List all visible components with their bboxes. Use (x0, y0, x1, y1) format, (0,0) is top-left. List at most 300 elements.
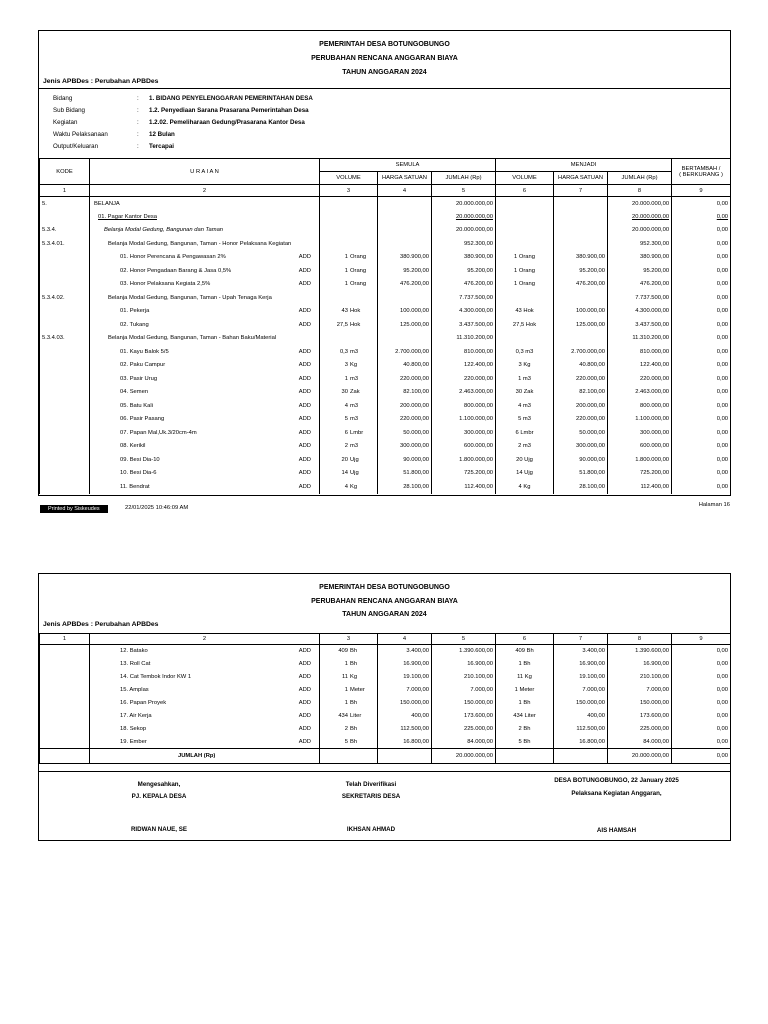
uraian-text: 01. Pagar Kantor Desa (98, 213, 157, 220)
col-num: 8 (608, 634, 672, 645)
cell-uraian (90, 453, 320, 467)
cell-jumlah-menjadi: 95.200,00 (608, 264, 672, 278)
volume-unit: Bh (350, 738, 358, 745)
cell-selisih: 0,00 (672, 440, 731, 454)
volume-qty: 409 (338, 648, 348, 655)
item-number: 16. (120, 700, 129, 706)
cell-volume-semula (320, 671, 378, 684)
cell-uraian (90, 671, 320, 684)
cell-harga-menjadi: 40.800,00 (554, 359, 608, 373)
cell-jumlah-semula: 1.100.000,00 (432, 413, 496, 427)
table-row (40, 345, 731, 359)
table-row (40, 210, 731, 224)
source-tag: ADD (298, 429, 311, 436)
cell-harga-menjadi: 150.000,00 (554, 697, 608, 710)
cell-volume-semula (320, 440, 378, 454)
volume-qty: 4 (344, 402, 348, 409)
item-name: Batako (129, 648, 148, 655)
cell-volume-semula (320, 684, 378, 697)
volume-unit: Ujg (350, 456, 359, 463)
source-tag: ADD (298, 348, 311, 355)
col-num: 3 (320, 185, 378, 197)
volume-qty: 2 (344, 726, 348, 732)
col-harga: HARGA SATUAN (378, 172, 432, 185)
col-num: 6 (496, 634, 554, 645)
volume-qty: 1 (344, 661, 348, 667)
volume-unit: Ujg (350, 470, 359, 477)
cell-jumlah-menjadi (608, 197, 672, 211)
cell-jumlah-semula (432, 224, 496, 238)
info-value: 1.2. Penyediaan Sarana Prasarana Pemerintahan Desa (149, 107, 309, 114)
cell-volume-menjadi (496, 210, 554, 224)
cell-jumlah-menjadi (608, 237, 672, 251)
item-name: Sekop (129, 726, 147, 732)
source-tag: ADD (298, 443, 311, 450)
cell-volume-menjadi: 409 Bh (496, 645, 554, 658)
volume-qty: 3 (344, 362, 348, 369)
source-tag: ADD (298, 648, 311, 655)
col-num: 1 (40, 185, 90, 197)
cell-harga-semula (378, 224, 432, 238)
cell-selisih: 0,00 (672, 278, 731, 292)
uraian-text: Belanja Modal Gedung, Bangunan, Taman - Bahan Baku/Material (108, 335, 277, 342)
cell-harga-semula: 476.200,00 (378, 278, 432, 292)
table-row (40, 467, 731, 481)
item-number: 17. (120, 713, 129, 719)
cell-selisih: 0,00 (672, 710, 731, 723)
cell-volume-semula (320, 278, 378, 292)
volume-qty: 1 (344, 687, 348, 693)
cell-kode (40, 710, 90, 723)
cell-uraian (90, 278, 320, 292)
volume-qty: 6 (344, 429, 348, 436)
volume-unit: Bh (350, 726, 358, 732)
volume-qty: 20 (341, 456, 348, 463)
volume-qty: 30 (341, 389, 348, 396)
cell-harga-semula: 125.000,00 (378, 318, 432, 332)
cell-harga-semula: 220.000,00 (378, 372, 432, 386)
cell-kode (40, 251, 90, 265)
amount: 20.000.000,00 (631, 200, 670, 207)
cell-jumlah-menjadi: 220.000,00 (608, 372, 672, 386)
cell-jumlah-menjadi (608, 332, 672, 346)
cell-harga-menjadi: 95.200,00 (554, 264, 608, 278)
source-tag: ADD (298, 362, 311, 369)
volume-unit: Orang (350, 254, 367, 261)
divider (39, 88, 730, 89)
cell-volume-menjadi: 14 Ujg (496, 467, 554, 481)
cell-harga-semula: 3.400,00 (378, 645, 432, 658)
cell-volume-semula (320, 210, 378, 224)
cell-harga-menjadi: 7.000,00 (554, 684, 608, 697)
info-label: Kegiatan (53, 119, 78, 126)
cell-volume-menjadi: 1 Orang (496, 278, 554, 292)
divider (39, 771, 730, 772)
table-row (40, 736, 731, 749)
item-number: 04. (120, 389, 129, 396)
gov-title: PEMERINTAH DESA BOTUNGOBUNGO (319, 584, 450, 591)
col-bertambah-line2: ( BERKURANG ) (679, 171, 723, 178)
item-name: Pasir Pasang (129, 416, 165, 423)
amount: 0,00 (716, 227, 729, 234)
cell-harga-menjadi: 3.400,00 (554, 645, 608, 658)
report-title: PERUBAHAN RENCANA ANGGARAN BIAYA (311, 598, 458, 605)
item-number: 15. (120, 687, 129, 693)
cell-jumlah-menjadi: 4.300.000,00 (608, 305, 672, 319)
volume-qty: 1 (344, 375, 348, 382)
info-label: Sub Bidang (53, 107, 85, 114)
volume-unit: Kg (350, 483, 358, 490)
cell-kode (40, 736, 90, 749)
cell-jumlah-menjadi: 122.400,00 (608, 359, 672, 373)
item-number: 11. (120, 483, 128, 490)
cell-selisih: 0,00 (672, 736, 731, 749)
cell-uraian (90, 658, 320, 671)
item-name: Papan Proyek (129, 700, 167, 706)
jenis-apbdes: Jenis APBDes : Perubahan APBDes (43, 78, 159, 85)
volume-unit: Meter (350, 687, 365, 693)
sig-right-name: AIS HAMSAH (596, 827, 637, 834)
table-row (40, 399, 731, 413)
cell-uraian (90, 736, 320, 749)
cell-selisih: 0,00 (672, 413, 731, 427)
cell-harga-menjadi: 380.900,00 (554, 251, 608, 265)
cell-jumlah-semula: 4.300.000,00 (432, 305, 496, 319)
cell-jumlah-menjadi: 210.100,00 (608, 671, 672, 684)
cell-uraian (90, 710, 320, 723)
volume-unit: m3 (350, 348, 359, 355)
cell-jumlah-menjadi: 300.000,00 (608, 426, 672, 440)
cell-selisih: 0,00 (672, 645, 731, 658)
cell-jumlah-semula: 3.437.500,00 (432, 318, 496, 332)
cell-harga-menjadi (554, 224, 608, 238)
amount: 0,00 (716, 294, 729, 301)
cell-volume-semula (320, 264, 378, 278)
cell-uraian (90, 413, 320, 427)
cell-volume-semula (320, 251, 378, 265)
total-menjadi: 20.000.000,00 (608, 749, 672, 764)
col-num: 9 (672, 185, 731, 197)
col-num: 6 (496, 185, 554, 197)
source-tag: ADD (298, 254, 311, 261)
cell-volume-menjadi: 2 m3 (496, 440, 554, 454)
cell-jumlah-semula: 1.390.600,00 (432, 645, 496, 658)
cell-uraian (90, 440, 320, 454)
cell-volume-semula (320, 736, 378, 749)
source-tag: ADD (298, 281, 311, 288)
info-label: Output/Keluaran (53, 143, 99, 150)
volume-qty: 4 (344, 483, 348, 490)
table-row (40, 645, 731, 658)
col-number-row (40, 634, 731, 645)
cell-harga-semula: 300.000,00 (378, 440, 432, 454)
table-row (40, 264, 731, 278)
cell-volume-semula (320, 399, 378, 413)
cell-volume-semula (320, 658, 378, 671)
cell-selisih: 0,00 (672, 658, 731, 671)
cell-uraian (90, 723, 320, 736)
table-row (40, 251, 731, 265)
item-name: Tukang (129, 321, 149, 328)
cell-kode (40, 264, 90, 278)
fiscal-year: TAHUN ANGGARAN 2024 (342, 611, 427, 618)
cell-harga-menjadi (554, 210, 608, 224)
col-num: 3 (320, 634, 378, 645)
volume-qty: 27,5 (336, 321, 348, 328)
item-name: Kerikil (129, 443, 146, 450)
item-number: 02. (120, 267, 129, 274)
cell-uraian (90, 210, 320, 224)
cell-harga-menjadi: 50.000,00 (554, 426, 608, 440)
cell-jumlah-menjadi (608, 224, 672, 238)
table-row (40, 684, 731, 697)
cell-kode (40, 386, 90, 400)
cell-jumlah-semula: 173.600,00 (432, 710, 496, 723)
cell-harga-semula: 380.900,00 (378, 251, 432, 265)
cell-harga-semula: 16.800,00 (378, 736, 432, 749)
cell-jumlah-semula: 476.200,00 (432, 278, 496, 292)
cell-volume-menjadi: 5 m3 (496, 413, 554, 427)
source-tag: ADD (298, 402, 311, 409)
table-row (40, 359, 731, 373)
item-name: Papan Mal,Uk.3/20cm-4m (129, 429, 197, 436)
cell-selisih: 0,00 (672, 264, 731, 278)
cell-jumlah-semula (432, 210, 496, 224)
cell-jumlah-semula: 122.400,00 (432, 359, 496, 373)
item-name: Air Kerja (129, 713, 152, 719)
jenis-apbdes: Jenis APBDes : Perubahan APBDes (43, 621, 159, 628)
cell-jumlah-menjadi (608, 210, 672, 224)
col-kode: KODE (40, 159, 90, 185)
table-row (40, 386, 731, 400)
cell-harga-menjadi: 125.000,00 (554, 318, 608, 332)
cell-kode (40, 671, 90, 684)
cell-kode (40, 723, 90, 736)
cell-harga-semula: 40.800,00 (378, 359, 432, 373)
col-jumlah: JUMLAH (Rp) (432, 172, 496, 185)
cell-jumlah-semula: 112.400,00 (432, 480, 496, 494)
cell-uraian (90, 697, 320, 710)
cell-harga-semula: 90.000,00 (378, 453, 432, 467)
table-row (40, 697, 731, 710)
cell-volume-menjadi: 43 Hok (496, 305, 554, 319)
cell-jumlah-menjadi: 476.200,00 (608, 278, 672, 292)
volume-unit: Lmbr (350, 429, 364, 436)
cell-selisih: 0,00 (672, 345, 731, 359)
cell-kode (40, 697, 90, 710)
cell-harga-semula: 50.000,00 (378, 426, 432, 440)
cell-kode (40, 359, 90, 373)
cell-volume-semula (320, 318, 378, 332)
col-num: 2 (90, 634, 320, 645)
cell-selisih: 0,00 (672, 671, 731, 684)
source-tag: ADD (298, 700, 311, 706)
uraian-text: Belanja Modal Gedung, Bangunan, Taman - Upah Tenaga Kerja (108, 294, 272, 301)
item-number: 02. (120, 321, 129, 328)
item-number: 08. (120, 443, 129, 450)
cell-kode (40, 684, 90, 697)
col-num: 5 (432, 185, 496, 197)
cell-jumlah-semula: 2.463.000,00 (432, 386, 496, 400)
cell-harga-menjadi (554, 332, 608, 346)
col-num: 8 (608, 185, 672, 197)
col-menjadi: MENJADI (496, 159, 672, 172)
amount: 7.737.500,00 (635, 294, 670, 301)
col-bertambah-line1: BERTAMBAH / (681, 165, 721, 172)
source-tag: ADD (298, 738, 311, 745)
cell-harga-semula (378, 197, 432, 211)
item-number: 10. (120, 470, 129, 477)
sig-right-title: Pelaksana Kegiatan Anggaran, (571, 790, 662, 797)
amount: 0,00 (716, 200, 729, 207)
cell-volume-semula (320, 723, 378, 736)
budget-table-1 (39, 158, 731, 494)
source-tag: ADD (298, 713, 311, 719)
item-name: Kayu Balok 5/5 (129, 348, 169, 355)
cell-harga-menjadi: 220.000,00 (554, 372, 608, 386)
item-number: 01. (120, 308, 129, 315)
cell-harga-menjadi (554, 237, 608, 251)
item-number: 03. (120, 375, 129, 382)
total-semula: 20.000.000,00 (432, 749, 496, 764)
uraian-text: Belanja Modal Gedung, Bangunan, Taman - Honor Pelaksana Kegiatan (108, 240, 292, 247)
item-number: 13. (120, 661, 129, 667)
info-value: 1.2.02. Pemeliharaan Gedung/Prasarana Kantor Desa (149, 119, 305, 126)
cell-volume-menjadi (496, 237, 554, 251)
info-label: Bidang (53, 95, 73, 102)
cell-kode (40, 318, 90, 332)
cell-volume-semula (320, 386, 378, 400)
table-row (40, 426, 731, 440)
cell-volume-semula (320, 697, 378, 710)
source-tag: ADD (298, 308, 311, 315)
print-date: 22/01/2025 10:46:09 AM (125, 505, 189, 511)
table-body-2 (40, 645, 731, 749)
item-name: Cat Tembok Indor KW 1 (129, 674, 192, 680)
uraian-text: Belanja Modal Gedung, Bangunan dan Taman (104, 227, 224, 234)
cell-selisih: 0,00 (672, 305, 731, 319)
cell-jumlah-semula (432, 197, 496, 211)
cell-kode (40, 399, 90, 413)
cell-volume-menjadi (496, 291, 554, 305)
report-page-2 (38, 573, 731, 841)
report-title: PERUBAHAN RENCANA ANGGARAN BIAYA (311, 55, 458, 62)
cell-selisih: 0,00 (672, 684, 731, 697)
table-row (40, 278, 731, 292)
item-name: Pekerja (129, 308, 150, 315)
table-row (40, 318, 731, 332)
cell-uraian (90, 684, 320, 697)
cell-volume-menjadi: 27,5 Hok (496, 318, 554, 332)
cell-jumlah-menjadi: 600.000,00 (608, 440, 672, 454)
cell-kode (40, 372, 90, 386)
cell-selisih (672, 332, 731, 346)
amount: 7.737.500,00 (459, 294, 494, 301)
volume-unit: Bh (350, 661, 358, 667)
amount: 20.000.000,00 (455, 200, 494, 207)
cell-volume-semula (320, 237, 378, 251)
cell-kode (40, 453, 90, 467)
cell-harga-semula: 2.700.000,00 (378, 345, 432, 359)
cell-jumlah-semula: 210.100,00 (432, 671, 496, 684)
cell-harga-semula: 95.200,00 (378, 264, 432, 278)
cell-jumlah-menjadi: 225.000,00 (608, 723, 672, 736)
cell-jumlah-semula: 150.000,00 (432, 697, 496, 710)
cell-harga-semula: 82.100,00 (378, 386, 432, 400)
cell-volume-semula (320, 332, 378, 346)
table-row (40, 305, 731, 319)
cell-harga-menjadi: 200.000,00 (554, 399, 608, 413)
cell-volume-menjadi: 20 Ujg (496, 453, 554, 467)
table-body-1 (40, 197, 731, 494)
cell-kode (40, 305, 90, 319)
cell-selisih: 0,00 (672, 386, 731, 400)
cell-harga-semula: 16.900,00 (378, 658, 432, 671)
cell-harga-semula (378, 332, 432, 346)
cell-uraian (90, 645, 320, 658)
cell-harga-semula (378, 237, 432, 251)
amount: 952.300,00 (464, 240, 494, 247)
cell-harga-menjadi: 2.700.000,00 (554, 345, 608, 359)
cell-harga-menjadi: 16.800,00 (554, 736, 608, 749)
cell-jumlah-semula: 225.000,00 (432, 723, 496, 736)
info-label: Waktu Pelaksanaan (53, 131, 108, 138)
cell-uraian (90, 386, 320, 400)
table-row (40, 413, 731, 427)
volume-unit: m3 (350, 416, 359, 423)
cell-jumlah-menjadi: 1.800.000,00 (608, 453, 672, 467)
volume-qty: 434 (338, 713, 348, 719)
table-row (40, 723, 731, 736)
cell-selisih (672, 237, 731, 251)
cell-harga-menjadi: 112.500,00 (554, 723, 608, 736)
source-tag: ADD (298, 267, 311, 274)
cell-uraian (90, 332, 320, 346)
cell-uraian (90, 237, 320, 251)
cell-harga-menjadi (554, 197, 608, 211)
cell-kode: 5.3.4. (40, 224, 90, 238)
cell-uraian (90, 372, 320, 386)
source-tag: ADD (298, 456, 311, 463)
cell-uraian (90, 291, 320, 305)
cell-uraian (90, 264, 320, 278)
volume-unit: m3 (350, 443, 359, 450)
col-num: 5 (432, 634, 496, 645)
info-value: 1. BIDANG PENYELENGGARAN PEMERINTAHAN DESA (149, 95, 313, 102)
volume-qty: 11 (341, 674, 348, 680)
cell-jumlah-menjadi: 2.463.000,00 (608, 386, 672, 400)
volume-qty: 2 (344, 443, 348, 450)
item-name: Ember (129, 738, 147, 745)
table-row (40, 224, 731, 238)
source-tag: ADD (298, 483, 311, 490)
cell-volume-menjadi: 11 Kg (496, 671, 554, 684)
cell-volume-menjadi: 5 Bh (496, 736, 554, 749)
volume-unit: Hok (350, 308, 361, 315)
cell-kode (40, 413, 90, 427)
uraian-text: BELANJA (94, 200, 120, 207)
cell-jumlah-menjadi (608, 291, 672, 305)
cell-volume-semula (320, 426, 378, 440)
cell-jumlah-semula: 300.000,00 (432, 426, 496, 440)
sig-left-title1: Mengesahkan, (137, 781, 181, 788)
cell-volume-semula (320, 372, 378, 386)
source-tag: ADD (298, 375, 311, 382)
amount: 0,00 (716, 240, 729, 247)
cell-kode (40, 278, 90, 292)
col-uraian: U R A I A N (90, 159, 320, 185)
cell-jumlah-menjadi: 380.900,00 (608, 251, 672, 265)
